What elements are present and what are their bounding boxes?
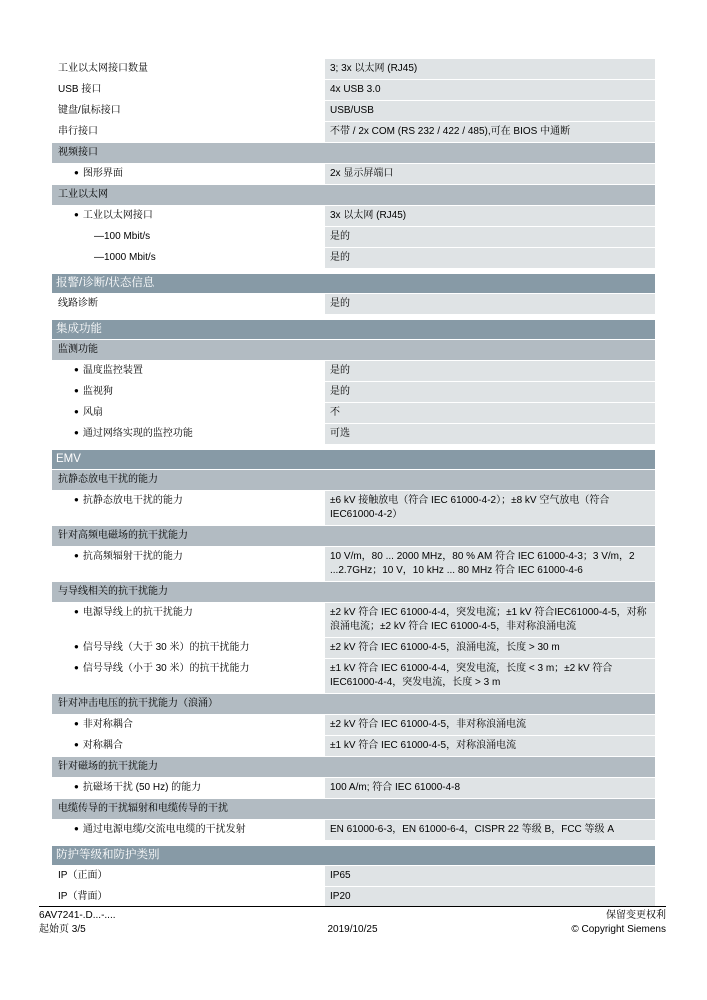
spec-value: ±6 kV 接触放电（符合 IEC 61000-4-2）；±8 kV 空气放电（符合 IEC61000-4-2） (325, 491, 655, 525)
subsection-header: 与导线相关的抗干扰能力 (52, 582, 655, 602)
spec-row (52, 79, 655, 100)
section-header: EMV (52, 450, 655, 469)
spec-value: ±2 kV 符合 IEC 61000-4-5，浪涌电流，长度 > 30 m (325, 638, 655, 658)
spec-sheet (52, 58, 655, 907)
order-number: 6AV7241-.D...-.... (39, 910, 116, 921)
spec-label: — 100 Mbit/s (52, 227, 322, 247)
footer-right (571, 909, 666, 937)
spec-value: 是的 (325, 361, 655, 381)
spec-value: 不带 / 2x COM (RS 232 / 422 / 485),可在 BIOS 中通断 (325, 122, 655, 142)
spec-label: — 1000 Mbit/s (52, 248, 322, 268)
spec-value: ±1 kV 符合 IEC 61000-4-4，突发电流，长度 < 3 m；±2 kV 符合 IEC61000-4-4，突发电流，长度 > 3 m (325, 659, 655, 693)
spec-label: 工业以太网接口数量 (52, 59, 322, 79)
spec-row (52, 163, 655, 184)
spec-label: ● 电源导线上的抗干扰能力 (52, 603, 322, 637)
spec-value: 4x USB 3.0 (325, 80, 655, 100)
spec-label: IP（正面） (52, 866, 322, 886)
spec-row (52, 402, 655, 423)
spec-label: IP（背面） (52, 887, 322, 907)
spec-value: ±2 kV 符合 IEC 61000-4-4，突发电流；±1 kV 符合IEC61000-4-5，对称浪涌电流；±2 kV 符合 IEC 61000-4-5，非对称浪涌电流 (325, 603, 655, 637)
spec-label: ● 对称耦合 (52, 736, 322, 756)
spec-row (52, 819, 655, 840)
subsection-header: 针对冲击电压的抗干扰能力（浪涌） (52, 694, 655, 714)
spec-label: 线路诊断 (52, 294, 322, 314)
spec-value: 3x 以太网 (RJ45) (325, 206, 655, 226)
spec-row (52, 205, 655, 226)
subsection-header: 工业以太网 (52, 185, 655, 205)
spec-row (52, 58, 655, 79)
spec-label: ● 通过电源电缆/交流电电缆的干扰发射 (52, 820, 322, 840)
spec-row (52, 121, 655, 142)
copyright: © Copyright Siemens (571, 924, 666, 935)
spec-label: ● 信号导线（大于 30 米）的抗干扰能力 (52, 638, 322, 658)
spec-value: 可选 (325, 424, 655, 444)
subsection-header: 抗静态放电干扰的能力 (52, 470, 655, 490)
subsection-header: 针对磁场的抗干扰能力 (52, 757, 655, 777)
spec-value: 10 V/m，80 ... 2000 MHz，80 % AM 符合 IEC 61000-4-3；3 V/m，2 ...2.7GHz；10 V，10 kHz ... 80 MHz 符合 IEC 61000-4-6 (325, 547, 655, 581)
spec-row (52, 226, 655, 247)
spec-row (52, 637, 655, 658)
spec-row (52, 293, 655, 314)
spec-row (52, 886, 655, 907)
spec-label: ● 通过网络实现的监控功能 (52, 424, 322, 444)
spec-row (52, 602, 655, 637)
spec-row (52, 100, 655, 121)
spec-row (52, 490, 655, 525)
spec-value: IP20 (325, 887, 655, 907)
spec-value: USB/USB (325, 101, 655, 121)
spec-label: 键盘/鼠标接口 (52, 101, 322, 121)
footer-date: 2019/10/25 (327, 924, 378, 935)
section-header: 集成功能 (52, 320, 655, 339)
spec-label: ● 信号导线（小于 30 米）的抗干扰能力 (52, 659, 322, 693)
subsection-header: 针对高频电磁场的抗干扰能力 (52, 526, 655, 546)
spec-value: 不 (325, 403, 655, 423)
spec-label: ● 图形界面 (52, 164, 322, 184)
spec-row (52, 546, 655, 581)
section-header: 防护等级和防护类别 (52, 846, 655, 865)
spec-label: ● 抗静态放电干扰的能力 (52, 491, 322, 525)
spec-label: ● 抗高频辐射干扰的能力 (52, 547, 322, 581)
spec-label: ● 抗磁场干扰 (50 Hz) 的能力 (52, 778, 322, 798)
spec-row (52, 247, 655, 268)
spec-label: 串行接口 (52, 122, 322, 142)
spec-value: 是的 (325, 227, 655, 247)
spec-value: 是的 (325, 382, 655, 402)
spec-row (52, 714, 655, 735)
spec-value: IP65 (325, 866, 655, 886)
subsection-header: 监测功能 (52, 340, 655, 360)
spec-value: EN 61000-6-3，EN 61000-6-4，CISPR 22 等级 B，FCC 等级 A (325, 820, 655, 840)
spec-row (52, 658, 655, 693)
section-header: 报警/诊断/状态信息 (52, 274, 655, 293)
spec-row (52, 423, 655, 444)
spec-value: ±1 kV 符合 IEC 61000-4-5，对称浪涌电流 (325, 736, 655, 756)
subsection-header: 电缆传导的干扰辐射和电缆传导的干扰 (52, 799, 655, 819)
spec-value: 2x 显示屏端口 (325, 164, 655, 184)
spec-row (52, 360, 655, 381)
spec-row (52, 777, 655, 798)
spec-value: 是的 (325, 294, 655, 314)
spec-label: ● 非对称耦合 (52, 715, 322, 735)
page-number: 起始页 3/5 (39, 924, 86, 935)
spec-label: ● 监视狗 (52, 382, 322, 402)
spec-label: ● 风扇 (52, 403, 322, 423)
spec-value: ±2 kV 符合 IEC 61000-4-5，非对称浪涌电流 (325, 715, 655, 735)
spec-value: 3; 3x 以太网 (RJ45) (325, 59, 655, 79)
page-footer (39, 906, 666, 935)
spec-value: 是的 (325, 248, 655, 268)
spec-label: USB 接口 (52, 80, 322, 100)
rights-note: 保留变更权利 (606, 910, 666, 921)
spec-value: 100 A/m; 符合 IEC 61000-4-8 (325, 778, 655, 798)
spec-label: ● 工业以太网接口 (52, 206, 322, 226)
spec-row (52, 865, 655, 886)
spec-label: ● 温度监控装置 (52, 361, 322, 381)
spec-row (52, 735, 655, 756)
subsection-header: 视频接口 (52, 143, 655, 163)
spec-row (52, 381, 655, 402)
